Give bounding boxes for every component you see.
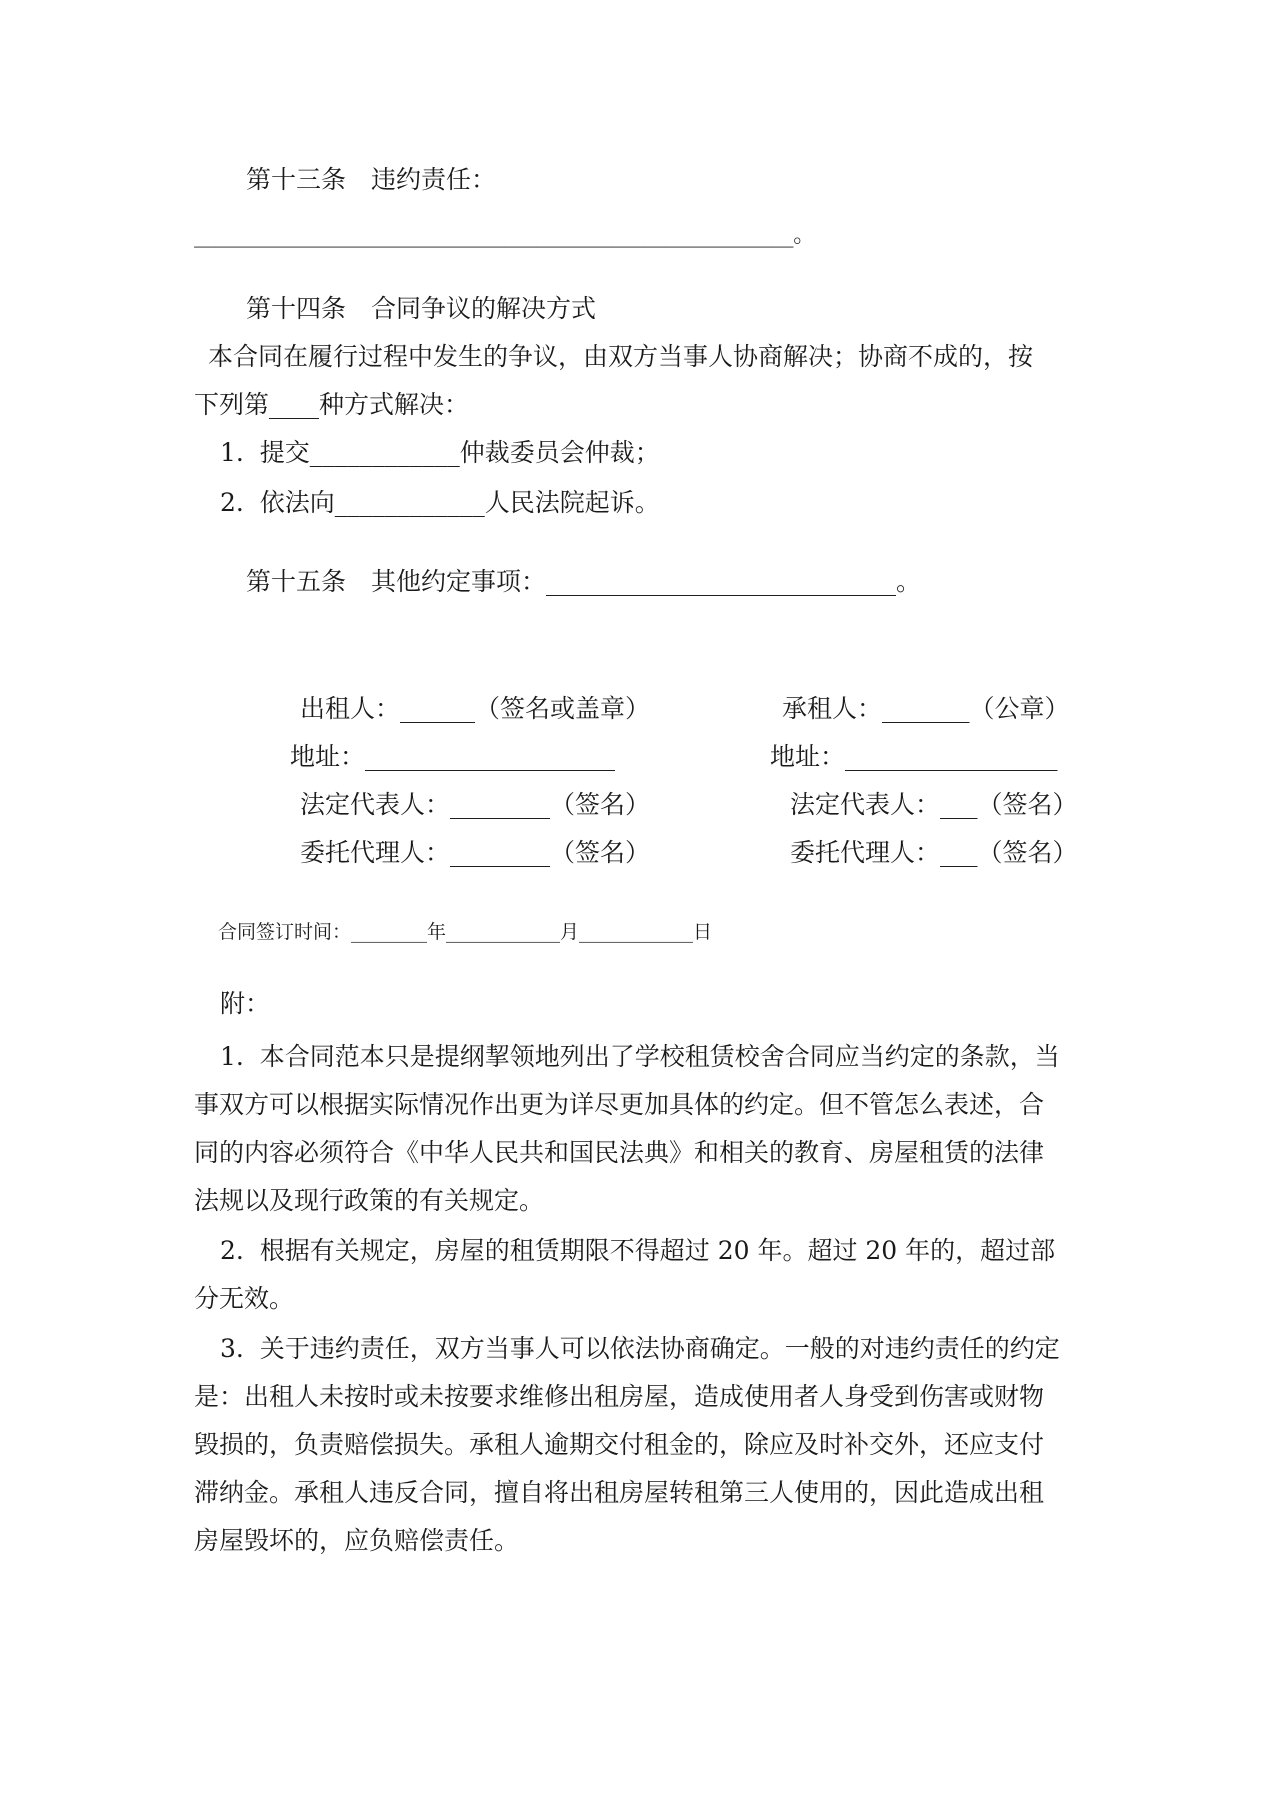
appendix-title: 附： bbox=[220, 989, 271, 1018]
appendix-line: 1. 本合同范本只是提纲挈领地列出了学校租赁校舍合同应当约定的条款，当 bbox=[220, 1042, 1060, 1071]
appendix-line: 滞纳金。承租人违反合同，擅自将出租房屋转租第三人使用的，因此造成出租 bbox=[194, 1478, 1045, 1507]
appendix-line: 房屋毁坏的，应负赔偿责任。 bbox=[194, 1526, 520, 1555]
appendix-line: 法规以及现行政策的有关规定。 bbox=[194, 1186, 545, 1215]
lessee-address: 地址：_________________ bbox=[770, 742, 1058, 771]
article15-text: 第十五条 其他约定事项：____________________________。 bbox=[246, 567, 922, 596]
article13-blank: ________________________________________________________。 bbox=[194, 223, 815, 248]
appendix-line: 同的内容必须符合《中华人民共和国民法典》和相关的教育、房屋租赁的法律 bbox=[194, 1138, 1045, 1167]
lessee-legal-rep: 法定代表人：___（签名） bbox=[790, 790, 1078, 819]
appendix-line: 事双方可以根据实际情况作出更为详尽更加具体的约定。但不管怎么表述，合 bbox=[194, 1090, 1045, 1119]
lessor-address: 地址：____________________ bbox=[290, 742, 616, 771]
article14-option1: 1. 提交____________仲裁委员会仲裁； bbox=[220, 438, 660, 467]
lessee-name: 承租人：_______（公章） bbox=[782, 694, 1070, 723]
lessor-legal-rep: 法定代表人：________（签名） bbox=[300, 790, 651, 819]
appendix-line: 毁损的，负责赔偿损失。承租人逾期交付租金的，除应及时补交外，还应支付 bbox=[194, 1430, 1045, 1459]
signing-date: 合同签订时间：________年____________月____________日 bbox=[218, 921, 713, 943]
lessor-agent: 委托代理人：________（签名） bbox=[300, 838, 651, 867]
lessor-name: 出租人：______（签名或盖章） bbox=[300, 694, 651, 723]
appendix-line: 3. 关于违约责任，双方当事人可以依法协商确定。一般的对违约责任的约定 bbox=[220, 1334, 1060, 1363]
appendix-line: 分无效。 bbox=[194, 1284, 295, 1313]
article14-option2: 2. 依法向____________人民法院起诉。 bbox=[220, 488, 660, 517]
appendix-line: 是：出租人未按时或未按要求维修出租房屋，造成使用者人身受到伤害或财物 bbox=[194, 1382, 1045, 1411]
appendix-line: 2. 根据有关规定，房屋的租赁期限不得超过 20 年。超过 20 年的，超过部 bbox=[220, 1236, 1056, 1265]
article14-heading: 第十四条 合同争议的解决方式 bbox=[246, 294, 597, 323]
article13-heading: 第十三条 违约责任： bbox=[246, 165, 497, 194]
article14-para-line1: 本合同在履行过程中发生的争议，由双方当事人协商解决；协商不成的，按 bbox=[208, 342, 1034, 371]
article14-para-line2: 下列第____种方式解决： bbox=[194, 390, 470, 419]
lessee-agent: 委托代理人：___（签名） bbox=[790, 838, 1078, 867]
